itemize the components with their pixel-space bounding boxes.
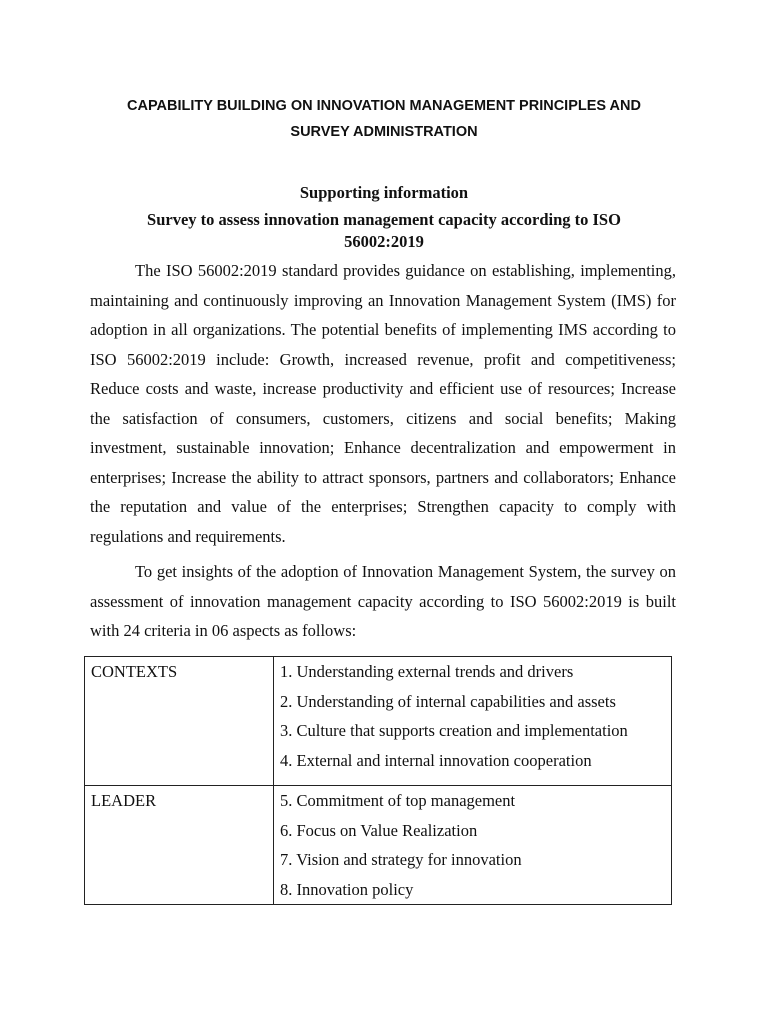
aspect-cell: LEADER — [85, 786, 274, 905]
table-row — [85, 786, 672, 905]
section-subtitle-line-2: 56002:2019 — [344, 232, 424, 251]
criteria-cell — [274, 657, 672, 786]
criteria-cell — [274, 786, 672, 905]
survey-paragraph: To get insights of the adoption of Innovation Management System, the survey on assessment of innovation management capacity according to ISO 56002:2019 is built with 24 criteria in 06 aspects as follows: — [90, 562, 676, 640]
criteria-table — [84, 656, 672, 905]
criterion-item: 1. Understanding external trends and drivers — [280, 662, 574, 681]
intro-paragraph: The ISO 56002:2019 standard provides guidance on establishing, implementing, maintaining and continuously improving an Innovation Management System (IMS) for adoption in all organizations. The potential benefits of implementing IMS according to ISO 56002:2019 include: Growth, increased revenue, profit and competitiveness; Reduce costs and waste, increase productivity and efficient use of resources; Increase the satisfaction of consumers, customers, citizens and social benefits; Making investment, sustainable innovation; Enhance decentralization and empowerment in enterprises; Increase the ability to attract sponsors, partners and collaborators; Enhance the reputation and value of the enterprises; Strengthen capacity to comply with regulations and requirements. — [90, 261, 676, 546]
aspect-cell: CONTEXTS — [85, 657, 274, 786]
section-subtitle-line-1: Survey to assess innovation management capacity according to ISO — [147, 210, 621, 229]
criterion-item: 3. Culture that supports creation and implementation — [280, 721, 628, 740]
section-heading: Supporting information — [299, 183, 469, 202]
criterion-item: 7. Vision and strategy for innovation — [280, 850, 522, 869]
criterion-item: 6. Focus on Value Realization — [280, 820, 478, 840]
criterion-item: 8. Innovation policy — [280, 879, 414, 899]
section-subtitle — [90, 209, 678, 253]
criterion-item: 5. Commitment of top management — [280, 791, 516, 810]
document-title-line-1: CAPABILITY BUILDING ON INNOVATION MANAGEMENT PRINCIPLES AND — [127, 98, 641, 114]
criterion-item: 4. External and internal innovation cooperation — [280, 750, 592, 770]
document-title-line-2: SURVEY ADMINISTRATION — [290, 124, 478, 140]
table-row — [85, 657, 672, 786]
document-title — [90, 93, 678, 145]
criterion-item: 2. Understanding of internal capabilities and assets — [280, 691, 616, 711]
